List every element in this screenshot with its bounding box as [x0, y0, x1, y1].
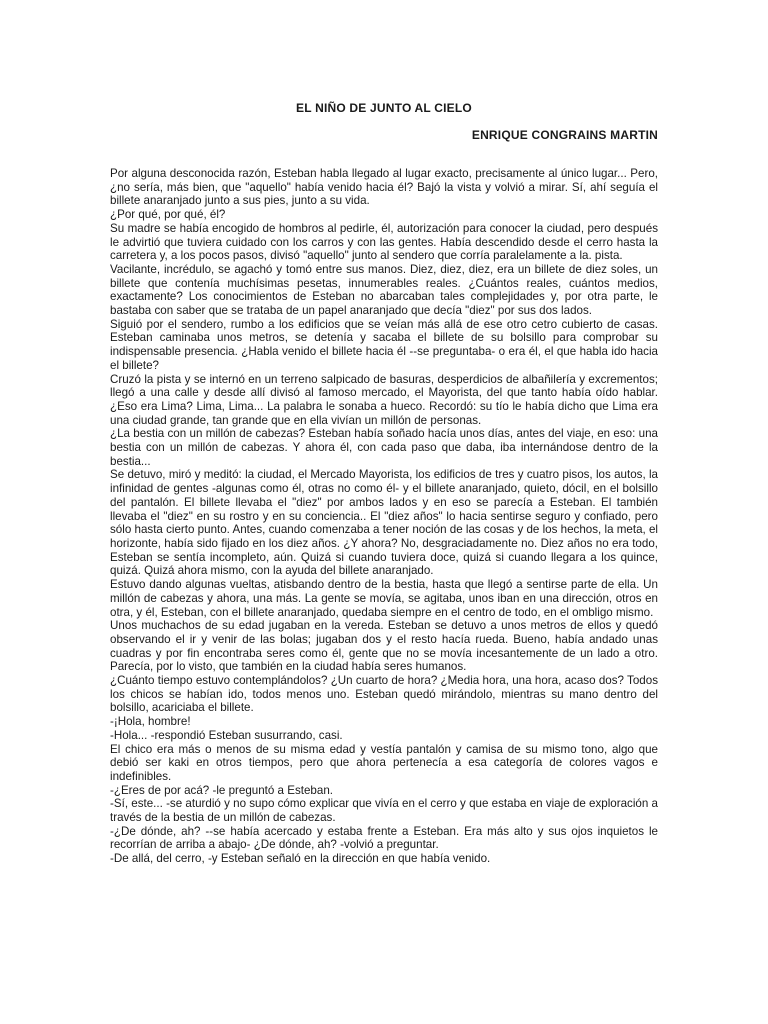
paragraph: ¿La bestia con un millón de cabezas? Esteban había soñado hacía unos días, antes del viaje, en eso: una bestia con un millón de cabezas. Y ahora él, con cada paso que daba, iba internándose dentro de la bestia... — [110, 427, 658, 468]
dialogue-line: -De allá, del cerro, -y Esteban señaló en la dirección en que había venido. — [110, 852, 491, 866]
dialogue-line: -Sí, este... -se aturdió y no supo cómo explicar que vivía en el cerro y que estaba en viaje de exploración a través de la bestia de un millón de cabezas. — [110, 797, 658, 825]
paragraph: Su madre se había encogido de hombros al pedirle, él, autorización para conocer la ciudad, pero después le advirtió que tuviera cuidado con los carros y con las gentes. Había descendido desde el cerro hasta la carretera y, a los pocos pasos, divisó "aquello" junto al sendero que corría paralelamente a la. pista. — [110, 221, 658, 263]
paragraph: Siguió por el sendero, rumbo a los edificios que se veían más allá de ese otro cetro cubierto de casas. Esteban caminaba unos metros, se detenía y sacaba el billete de su bolsillo para comprobar su indispensable presencia. ¿Habla venido el billete hacia él --se preguntaba- o era él, el que habla ido hacia el billete? — [110, 317, 658, 372]
paragraph: Vacilante, incrédulo, se agachó y tomó entre sus manos. Diez, diez, diez, era un billete de diez soles, un billete que contenía muchísimas pesetas, innumerables reales. ¿Cuántos reales, cuántos medios, exactamente? Los conocimientos de Esteban no abarcaban tales complejidades y, por otra parte, le bastaba con saber que se trataba de un papel anaranjado que decía "diez" por sus dos lados. — [110, 262, 658, 318]
dialogue-line: -¡Hola, hombre! — [110, 715, 191, 729]
paragraph: Cruzó la pista y se internó en un terreno salpicado de basuras, desperdicios de albañilería y excrementos; llegó a una calle y desde allí divisó al famoso mercado, el Mayorista, del que tanto había oído hablar. ¿Eso era Lima? Lima, Lima... La palabra le sonaba a hueco. Recordó: su tío le había dicho que Lima era una ciudad grande, tan grande que en ella vivían un millón de personas. — [110, 372, 658, 427]
paragraph: ¿Cuánto tiempo estuvo contemplándolos? ¿Un cuarto de hora? ¿Media hora, una hora, acaso dos? Todos los chicos se habían ido, todos menos uno. Esteban quedó mirándolo, mientras su mano dentro del bolsillo, acariciaba el billete. — [110, 674, 658, 715]
paragraph: Por alguna desconocida razón, Esteban habla llegado al lugar exacto, precisamente al único lugar... Pero, ¿no sería, más bien, que "aquello" había venido hacia él? Bajó la vista y volvió a mirar. Sí, ahí seguía el billete anaranjado junto a sus pies, junto a su vida. — [110, 167, 658, 208]
dialogue-line: -Hola... -respondió Esteban susurrando, casi. — [110, 728, 343, 742]
dialogue-line: -¿De dónde, ah? --se había acercado y estaba frente a Esteban. Era más alto y sus ojos inquietos le recorrían de arriba a abajo- ¿De dónde, ah? -volvió a preguntar. — [110, 824, 658, 852]
paragraph: Estuvo dando algunas vueltas, atisbando dentro de la bestia, hasta que llegó a sentirse parte de ella. Un millón de cabezas y ahora, una más. La gente se movía, se agitaba, unos iban en una dirección, otros en otra, y él, Esteban, con el billete anaranjado, quedaba siempre en el centro de todo, en el ombligo mismo. — [110, 578, 658, 619]
story-body — [110, 167, 658, 866]
paragraph: Se detuvo, miró y meditó: la ciudad, el Mercado Mayorista, los edificios de tres y cuatro pisos, los autos, la infinidad de gentes -algunas como él, otras no como él- y el billete anaranjado, quieto, dócil, en el bolsillo del pantalón. El billete llevaba el "diez" por ambos lados y en eso se parecía a Esteban. El también llevaba el "diez" en su rostro y en su conciencia.. El "diez años" lo hacia sentirse seguro y confiado, pero sólo hasta cierto punto. Antes, cuando comenzaba a tener noción de las cosas y de los hechos, la meta, el horizonte, había sido fijado en los diez años. ¿Y ahora? No, desgraciadamente no. Diez años no era todo, Esteban se sentía incompleto, aún. Quizá si cuando tuviera doce, quizá si cuando llegara a los quince, quizá. Quizá ahora mismo, con la ayuda del billete anaranjado. — [110, 468, 658, 578]
dialogue-line: -¿Eres de por acá? -le preguntó a Esteban. — [110, 783, 333, 797]
paragraph: ¿Por qué, por qué, él? — [110, 208, 226, 222]
story-title: EL NIÑO DE JUNTO AL CIELO — [296, 101, 472, 115]
author-name: ENRIQUE CONGRAINS MARTIN — [471, 128, 658, 142]
paragraph: El chico era más o menos de su misma edad y vestía pantalón y camisa de su mismo tono, algo que debió ser kaki en otros tiempos, pero que ahora pertenecía a esa categoría de colores vagos e indefinibles. — [110, 742, 658, 783]
paragraph: Unos muchachos de su edad jugaban en la vereda. Esteban se detuvo a unos metros de ellos y quedó observando el ir y venir de las bolas; jugaban dos y el resto hacía rueda. Bueno, había andado unas cuadras y por fin encontraba seres como él, gente que no se movía incesantemente de un lado a otro. Parecía, por lo visto, que también en la ciudad había seres humanos. — [110, 619, 658, 674]
